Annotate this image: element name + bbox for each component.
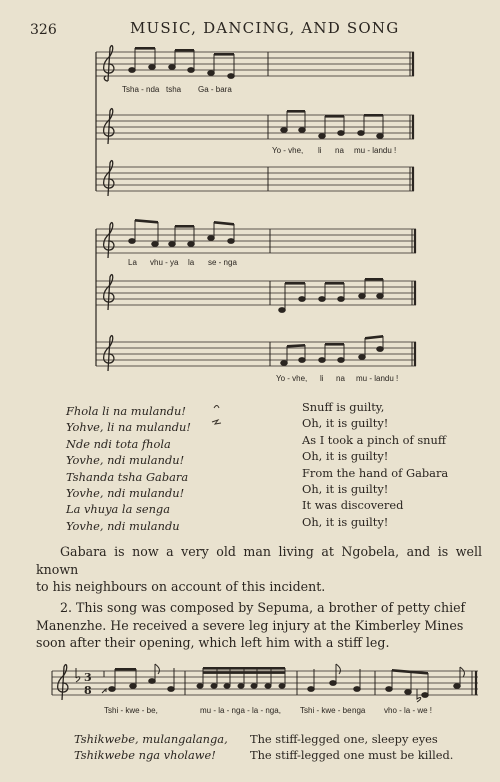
- page-number: 326: [30, 22, 57, 38]
- verse-line: The stiff-legged one, sleepy eyes: [250, 732, 438, 746]
- lyric-syllable: Yo - vhe,: [272, 146, 304, 155]
- lyric-syllable: mu - landu !: [354, 146, 397, 155]
- verse-line: As I took a pinch of snuff: [302, 432, 446, 447]
- verse-line: It was discovered: [302, 498, 404, 513]
- lyric-syllable: nga: [352, 706, 366, 715]
- text-line: Manenzhe. He received a severe leg injury at the Kimberley Mines: [36, 617, 464, 633]
- verse-line: From the hand of Gabara: [302, 465, 449, 480]
- lyric-syllable: mu - la - nga - la - nga,: [200, 706, 281, 715]
- text-line: to his neighbours on account of this incident.: [36, 579, 326, 594]
- lyric-syllable: se - nga: [208, 258, 237, 267]
- lyric-syllable: La: [128, 258, 137, 267]
- poem-english-2: [250, 731, 453, 764]
- lyric-syllable: na: [335, 146, 344, 155]
- lyric-syllable: na: [336, 374, 345, 383]
- lyric-syllable: tsha: [166, 85, 182, 94]
- verse-line: Yovhe, ndi mulandu!: [66, 486, 185, 501]
- lyric-syllable: li: [320, 374, 324, 383]
- verse-line: La vhuya la senga: [66, 502, 170, 517]
- lyric-syllable: vhu - ya: [150, 258, 179, 267]
- verse-line: Tshikwebe, mulangalanga,: [74, 732, 228, 746]
- verse-line: Oh, it is guilty!: [302, 482, 389, 497]
- time-signature-bottom: 8: [84, 684, 92, 697]
- lyric-syllable: li: [318, 146, 322, 155]
- lyric-syllable: vho - la - we !: [384, 706, 433, 715]
- time-signature-top: 3: [84, 671, 92, 684]
- lyric-syllable: la: [188, 258, 195, 267]
- verse-line: Snuff is guilty,: [302, 400, 385, 414]
- verse-line: Yohve, li na mulandu!: [66, 420, 191, 435]
- poem-venda-2: [74, 731, 228, 764]
- lyric-syllable: Ga - bara: [198, 85, 232, 94]
- text-line: Gabara is now a very old man living at Ngobela, and is well known: [36, 544, 482, 577]
- verse-line: Yovhe, ndi mulandu: [66, 518, 180, 533]
- lyric-syllable: Tshi - kwe - be: [300, 706, 352, 715]
- running-head: MUSIC, DANCING, AND SONG: [130, 19, 400, 37]
- verse-line: Oh, it is guilty!: [302, 514, 389, 529]
- verse-line: Nde ndi tota fhola: [66, 436, 171, 451]
- verse-line: Tshanda tsha Gabara: [66, 469, 189, 484]
- verse-line: Oh, it is guilty!: [302, 449, 389, 464]
- lyric-syllable: Yo - vhe,: [276, 374, 308, 383]
- verse-line: Fhola li na mulandu!: [66, 404, 186, 418]
- lyric-syllable: Tshi - kwe - be,: [104, 706, 158, 715]
- verse-line: Tshikwebe nga vholawe!: [74, 748, 216, 763]
- verse-line: Yovhe, ndi mulandu!: [66, 453, 185, 468]
- lyric-syllable: Tsha - nda: [122, 85, 160, 94]
- text-line: 2. This song was composed by Sepuma, a brother of petty chief: [60, 600, 466, 615]
- verse-line: The stiff-legged one must be killed.: [250, 748, 454, 763]
- lyric-syllable: mu - landu !: [356, 374, 399, 383]
- verse-line: Oh, it is guilty!: [302, 416, 389, 431]
- text-line: soon after their opening, which left him with a stiff leg.: [36, 635, 390, 650]
